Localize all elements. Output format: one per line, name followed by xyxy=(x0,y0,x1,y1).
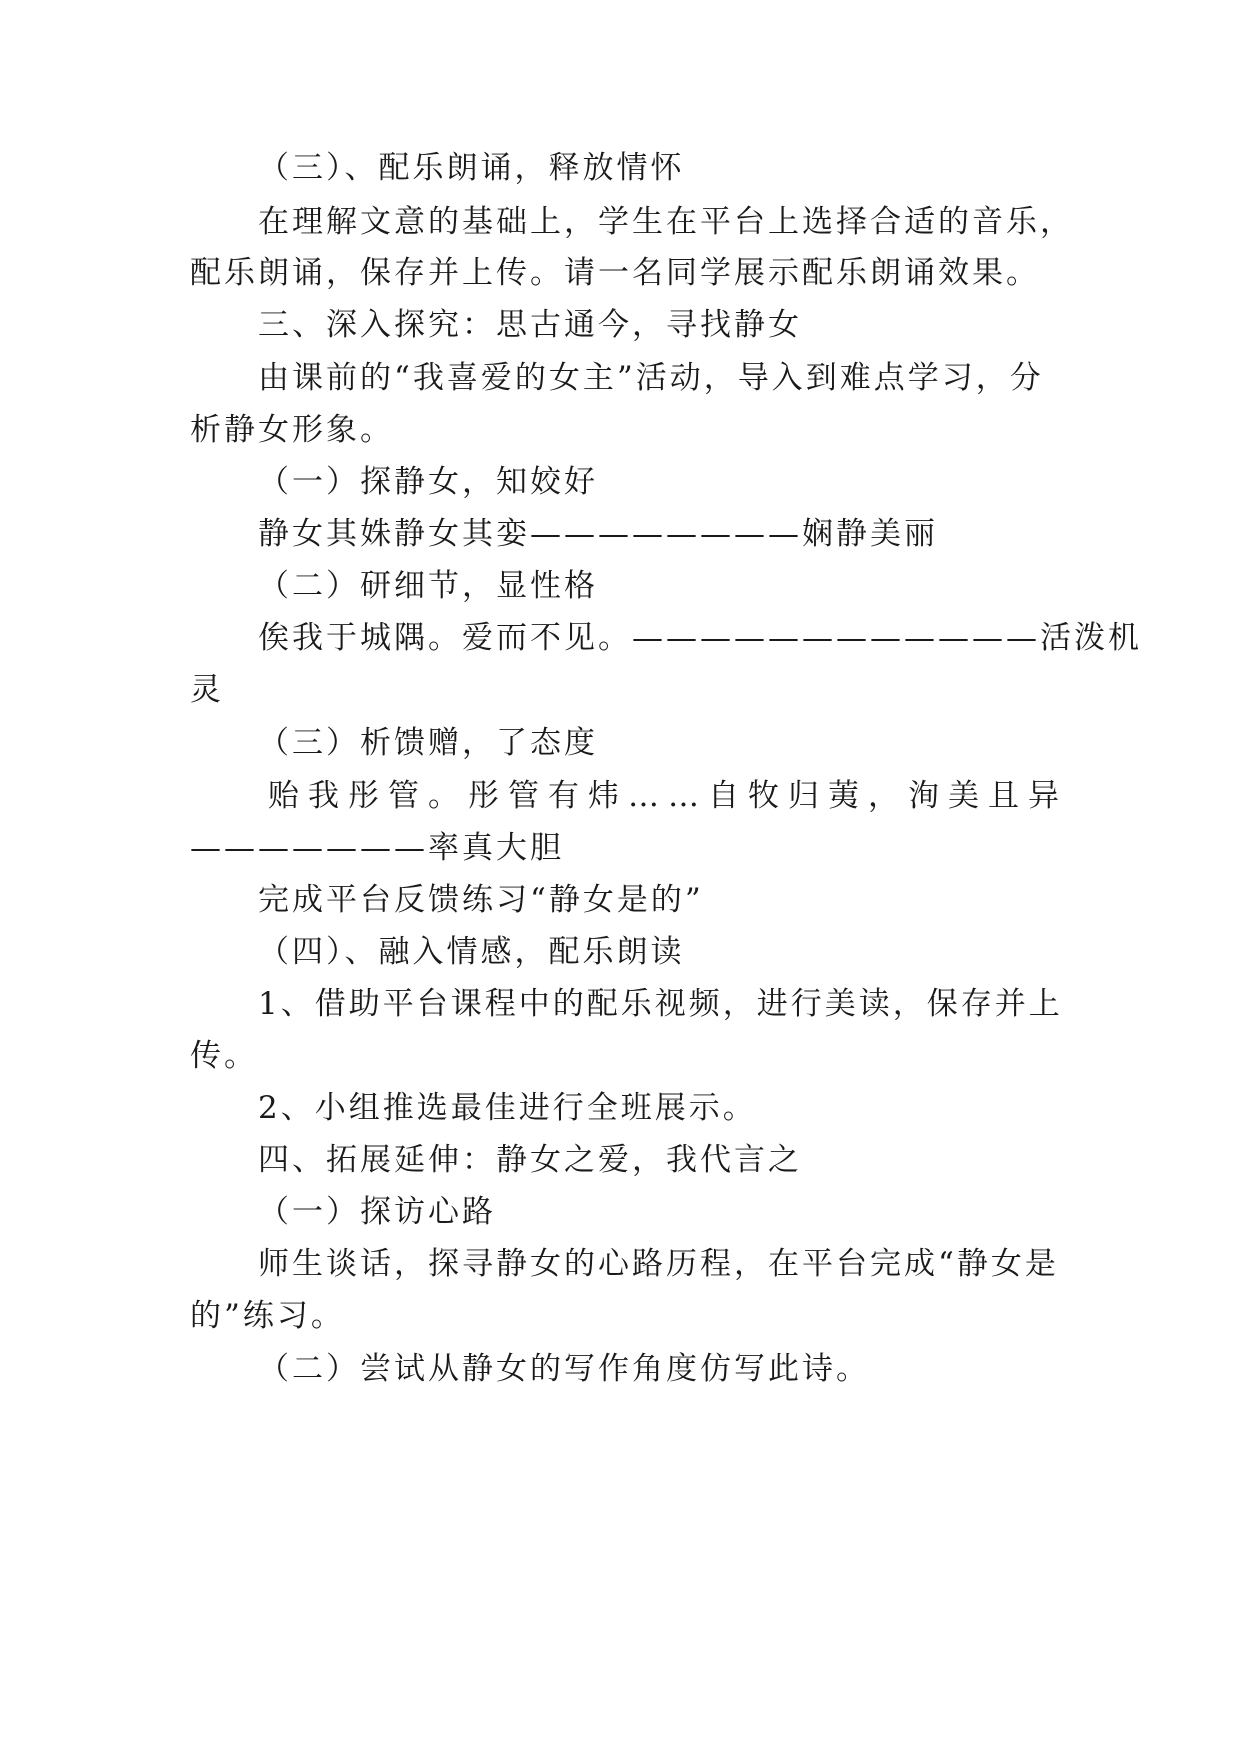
paragraph-line: 由课前的“我喜爱的女主”活动，导入到难点学习，分 xyxy=(258,360,1044,396)
subsection-heading: （三）析馈赠，了态度 xyxy=(258,725,598,761)
subsection-heading: （四）、融入情感，配乐朗读 xyxy=(258,934,685,970)
paragraph-line: 静女其姝静女其娈————————娴静美丽 xyxy=(258,516,938,552)
paragraph-line: 在理解文意的基础上，学生在平台上选择合适的音乐， xyxy=(258,204,1074,240)
paragraph-line: 师生谈话，探寻静女的心路历程，在平台完成“静女是 xyxy=(258,1246,1059,1282)
section-heading: （三）、配乐朗诵，释放情怀 xyxy=(258,150,685,186)
section-heading: 四、拓展延伸：静女之爱，我代言之 xyxy=(258,1142,802,1178)
paragraph-line: 1、借助平台课程中的配乐视频，进行美读，保存并上 xyxy=(258,986,1063,1022)
quote-line: 贻我彤管。彤管有炜……自牧归荑，洵美且异 xyxy=(268,778,1068,814)
paragraph-line: 2、小组推选最佳进行全班展示。 xyxy=(258,1090,757,1126)
paragraph-line: 析静女形象。 xyxy=(190,412,394,448)
paragraph-line: 的”练习。 xyxy=(190,1298,345,1334)
subsection-heading: （二）尝试从静女的写作角度仿写此诗。 xyxy=(258,1351,870,1387)
paragraph-line: 俟我于城隅。爱而不见。————————————活泼机 xyxy=(258,620,1142,656)
paragraph-line: 传。 xyxy=(190,1038,258,1074)
subsection-heading: （二）研细节，显性格 xyxy=(258,568,598,604)
subsection-heading: （一）探静女，知姣好 xyxy=(258,464,598,500)
paragraph-line: 灵 xyxy=(190,672,224,708)
section-heading: 三、深入探究：思古通今，寻找静女 xyxy=(258,307,802,343)
subsection-heading: （一）探访心路 xyxy=(258,1194,496,1230)
paragraph-line: 完成平台反馈练习“静女是的” xyxy=(258,882,704,918)
paragraph-line: ———————率真大胆 xyxy=(190,830,564,866)
paragraph-line: 配乐朗诵，保存并上传。请一名同学展示配乐朗诵效果。 xyxy=(190,255,1040,291)
